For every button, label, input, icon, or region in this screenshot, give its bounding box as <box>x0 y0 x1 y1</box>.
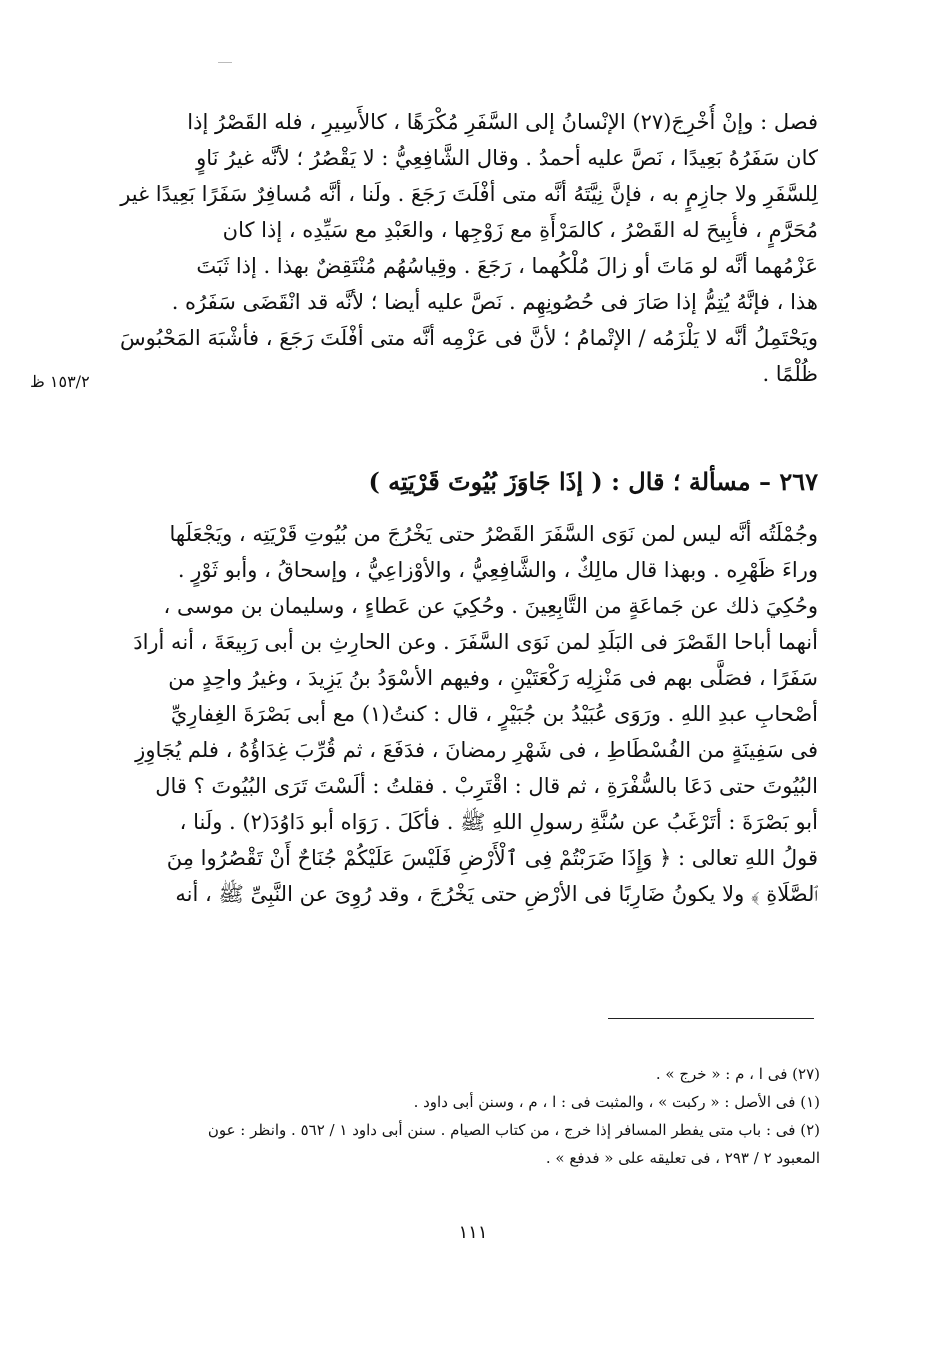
text-line: عَزْمُهما أنَّه لو مَاتَ أو زالَ مُلْكُهما ، رَجَعَ . وقِياسُهُم مُنْتَقِضٌ بهذا . إذا ثَبَتَ <box>196 254 818 278</box>
text-line: قولُ اللهِ تعالى : ﴿ وَإِذَا ضَرَبْتُمْ فِى ٱلْأَرْضِ فَلَيْسَ عَلَيْكُمْ جُنَاحٌ أَنْ تَقْصُرُوا مِنَ <box>166 846 818 870</box>
text-line: وحُكِيَ ذلك عن جَماعَةٍ من التَّابِعِينَ . وحُكِيَ عن عَطاءٍ ، وسليمان بن موسى ، <box>163 594 818 618</box>
page-number: ١١١ <box>458 1222 488 1243</box>
footnote: (١) فى الأصل : « ركبت » ، والمثبت فى : ا ، م ، وسنن أبى داود . <box>413 1093 820 1111</box>
text-line: أبو بَصْرَةَ : أتَرْغَبُ عن سُنَّةِ رسولِ اللهِ ﷺ . فأكَلَ . رَوَاه أبو دَاوُدَ(٢) . ولَنا ، <box>179 810 818 834</box>
footnote-divider <box>608 1018 814 1019</box>
text-line: أنهما أباحا القَصْرَ فى البَلَدِ لمن نَوَى السَّفَرَ . وعن الحارِثِ بن أبى رَبِيعَةَ ، أنه أرادَ <box>133 630 818 654</box>
text-line: فى سَفِينَةٍ من الفُسْطَاطِ ، فى شَهْرِ رمضانَ ، فدَفَعَ ، ثم قُرِّبَ غِدَاؤُهُ ، فلم يُجَاوِزِ <box>135 738 818 762</box>
masala-heading: ٢٦٧ – مسألة ؛ قال : ( إذَا جَاوَزَ بُيُوتَ قَرْيَتِه ) <box>368 467 818 496</box>
text-line: ٱلصَّلَاةِ ﴾ ولا يكونُ ضَارِبًا فى الأرْضِ حتى يَخْرُجَ ، وقد رُوِىَ عن النَّبِىِّ ﷺ ، أنه <box>175 882 818 906</box>
text-line: كان سَفَرُهُ بَعِيدًا ، نَصَّ عليه أحمدُ . وقال الشَّافِعِيُّ : لا يَقْصُرُ ؛ لأنَّه غيرُ نَاوٍ <box>196 146 818 170</box>
scan-mark <box>218 62 232 63</box>
text-line: مُحَرَّمٍ ، فأُبِيحَ له القَصْرُ ، كالمَرْأَةِ مع زَوْجِها ، والعَبْدِ مع سَيِّدِه ، إذا كان <box>222 218 818 242</box>
text-line: لِلسَّفَرِ ولا جازِمٍ به ، فإنَّ نِيَّتَهُ أنَّه متى أفْلَتَ رَجَعَ . ولَنا ، أنَّه مُسافِرٌ سَفَرًا بَعِيدًا غير <box>120 182 818 206</box>
text-line: هذا ، فإنَّهُ يُتِمُّ إذا صَارَ فى حُصُونِهِم . نَصَّ عليه أيضا ؛ لأنَّه قد انْقَضَى سَفَرُه . <box>171 290 818 314</box>
section-fasl <box>110 104 818 392</box>
footnotes <box>120 1060 820 1172</box>
footnote: (٢٧) فى ا ، م : « خرج » . <box>655 1065 820 1083</box>
text-line: ظُلْمًا . <box>762 362 818 386</box>
footnote: المعبود ٢ / ٢٩٣ ، فى تعليقه على « فدفع » . <box>545 1149 820 1167</box>
footnote: (٢) فى : باب متى يفطر المسافر إذا خرج ، من كتاب الصيام . سنن أبى داود ١ / ٥٦٢ . وانظر : عون <box>207 1121 820 1139</box>
text-line: البُيُوتَ حتى دَعَا بالسُّفْرَةِ ، ثم قال : اقْتَرِبْ . فقلتُ : ألَسْتَ تَرَى البُيُوتَ ؟ قال <box>155 774 818 798</box>
text-line: أصْحابِ عبدِ اللهِ . ورَوَى عُبَيْدُ بن جُبَيْرٍ ، قال : كنتُ(١) مع أبى بَصْرَةَ الغِفارِيِّ <box>170 702 818 726</box>
text-line: وراءَ ظَهْرِه . وبهذا قال مالِكٌ ، والشَّافِعِيُّ ، والأوْزاعِيُّ ، وإسحاقُ ، وأبو ثَوْرٍ . <box>177 558 818 582</box>
manuscript-folio-note: ١٥٣/٢ ظ <box>30 372 90 391</box>
text-line: وجُمْلَتُه أنَّه ليس لمن نَوَى السَّفَرَ القَصْرُ حتى يَخْرُجَ من بُيُوتِ قَرْيَتِه ، ويَجْعَلَها <box>169 522 818 546</box>
section-masala-267 <box>110 516 818 912</box>
text-line: سَفَرًا ، فصَلَّى بهم فى مَنْزِلِه رَكْعَتَيْنِ ، وفيهم الأسْوَدُ بنُ يَزِيدَ ، وغيرُ واحِدٍ من <box>168 666 818 690</box>
text-line: ويَحْتَمِلُ أنَّه لا يَلْزَمُه / الإتْمامُ ؛ لأنَّ فى عَزْمِه أنَّه متى أفْلَتَ رَجَعَ ، فأشْبَهَ المَحْبُوسَ <box>120 326 818 350</box>
text-line: فصل : وإنْ أُخْرِجَ(٢٧) الإنْسانُ إلى السَّفَرِ مُكْرَهًا ، كالأَسِيرِ ، فله القَصْرُ إذا <box>187 110 818 134</box>
